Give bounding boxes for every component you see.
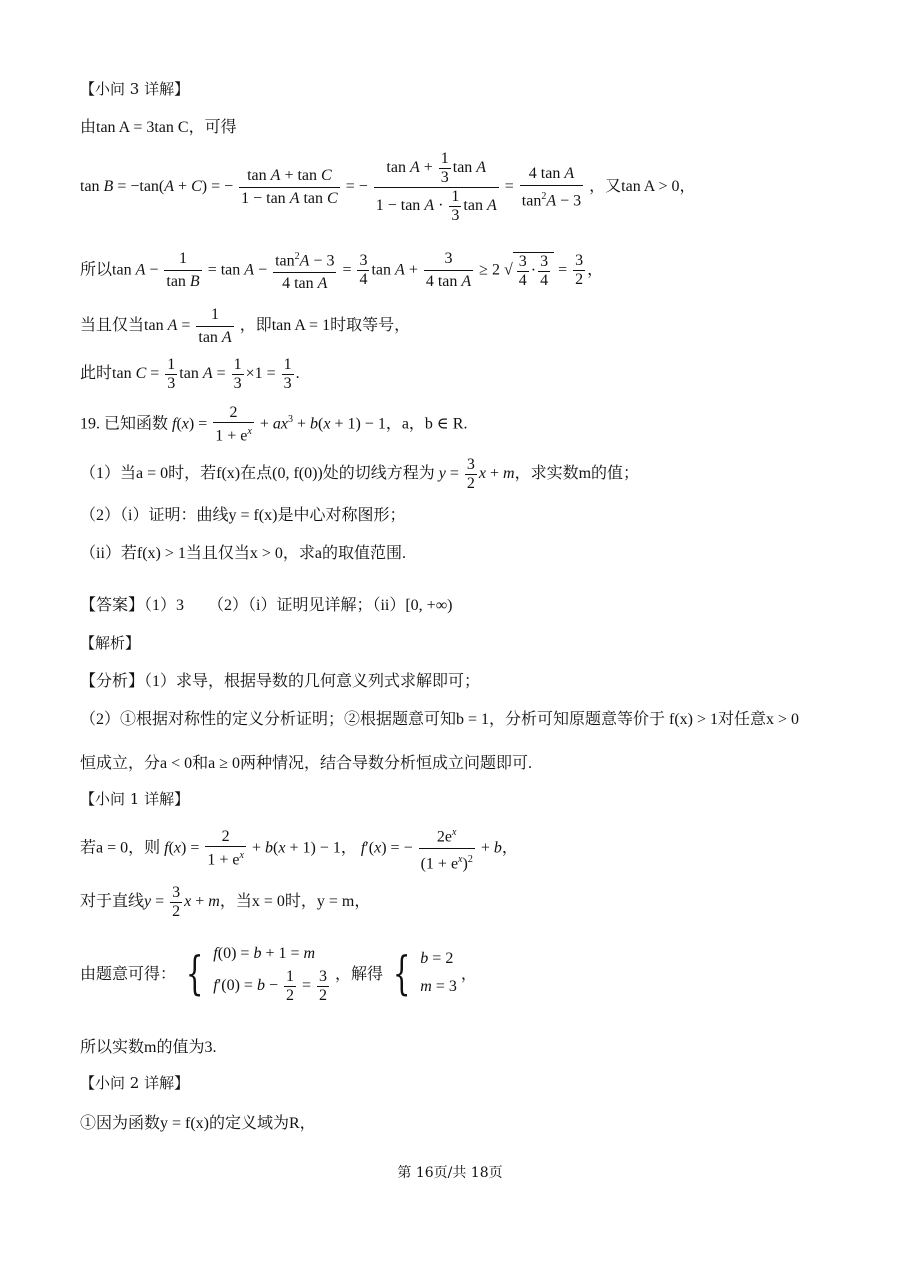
- inequality-line: 所以tan A − $\frac{1}{\text{tan B}}$ = tan A − $\frac{\tan^2A - 3}{\text{4 tan A}}$ = $\frac{3}{4}$ tan A + $\frac{3}{\text{4 tan A}}$ ≥ 2 √ $\frac{3}{4}$ · $\frac{3}{4}$ = $\frac{3}{2}$ ，: [80, 246, 603, 295]
- part2-line-1: ①因为函数y = f(x)的定义域为R，: [80, 1115, 316, 1132]
- part3-heading: 【小问 3 详解】: [80, 80, 190, 98]
- tanC-result: 此时tan C = $\frac{1}{3}$ tan A = $\frac{1}{3}$ ×1 = $\frac{1}{3}$ .: [80, 356, 300, 392]
- part2-heading: 【小问 2 详解】: [80, 1074, 190, 1092]
- part1-derivative: 若a = 0，则 f(x) = $\frac{2}{1 + e^x}$ + b(x + 1) − 1， f′(x) = − $\frac{2e^x}{(1 + e^x)^2}$ + b，: [80, 822, 518, 876]
- part1-heading: 【小问 1 详解】: [80, 790, 190, 808]
- tanB-equation: tan B = −tan(A + C) = − $\frac{\text{tan A + tan C}}{\text{1 − tan A tan C}}$ = − tan A + $\frac{1}{3}$ tan A 1 − tan A · $\frac{1}{3}$ tan A = $\frac{\text{4 tan A}}{\tan^2A - 3}$ ，又tan A > 0，: [80, 150, 696, 224]
- fenxi-line-2: （2）①根据对称性的定义分析证明；②根据题意可知b = 1，分析可知原题意等价于 f(x) > 1对任意x > 0: [80, 711, 800, 728]
- fenxi-line-3: 恒成立，分a < 0和a ≥ 0两种情况，结合导数分析恒成立问题即可.: [80, 755, 533, 772]
- question-19-part2i: （2）（i）证明：曲线y = f(x)是中心对称图形；: [80, 507, 406, 524]
- part1-result: 所以实数m的值为3.: [80, 1039, 217, 1056]
- answer-line: 【答案】（1）3 （2）（i）证明见详解；（ii）[0, +∞): [80, 597, 453, 614]
- part3-intro: 由tan A = 3tan C，可得: [80, 119, 237, 136]
- question-19-part1: （1）当a = 0时，若f(x)在点(0, f(0))处的切线方程为 y = $\frac{3}{2}$ x + m，求实数m的值；: [80, 456, 640, 492]
- analysis-heading: 【解析】: [80, 634, 141, 652]
- part1-line: 对于直线y = $\frac{3}{2}$ x + m，当x = 0时，y = m，: [80, 884, 371, 920]
- question-19-part2ii: （ii）若f(x) > 1当且仅当x > 0，求a的取值范围.: [80, 545, 407, 562]
- question-19: 19. 已知函数 f(x) = $\frac{2}{1 + e^x}$ + $ax^3 + b(x + 1) - 1$，a，b ∈ R.: [80, 404, 468, 445]
- equality-condition: 当且仅当tan A = $\frac{1}{\text{tan A}}$ ，即tan A = 1时取等号，: [80, 306, 411, 346]
- page-footer: 第 16页/共 18页: [397, 1165, 503, 1181]
- fenxi-line-1: 【分析】（1）求导，根据导数的几何意义列式求解即可；: [80, 673, 481, 690]
- part1-system: 由题意可得： { f(0) = b + 1 = m f′(0) = b − $\frac{1}{2}$ = $\frac{3}{2}$ ，解得 { b = 2 m = 3 ，: [80, 945, 477, 1004]
